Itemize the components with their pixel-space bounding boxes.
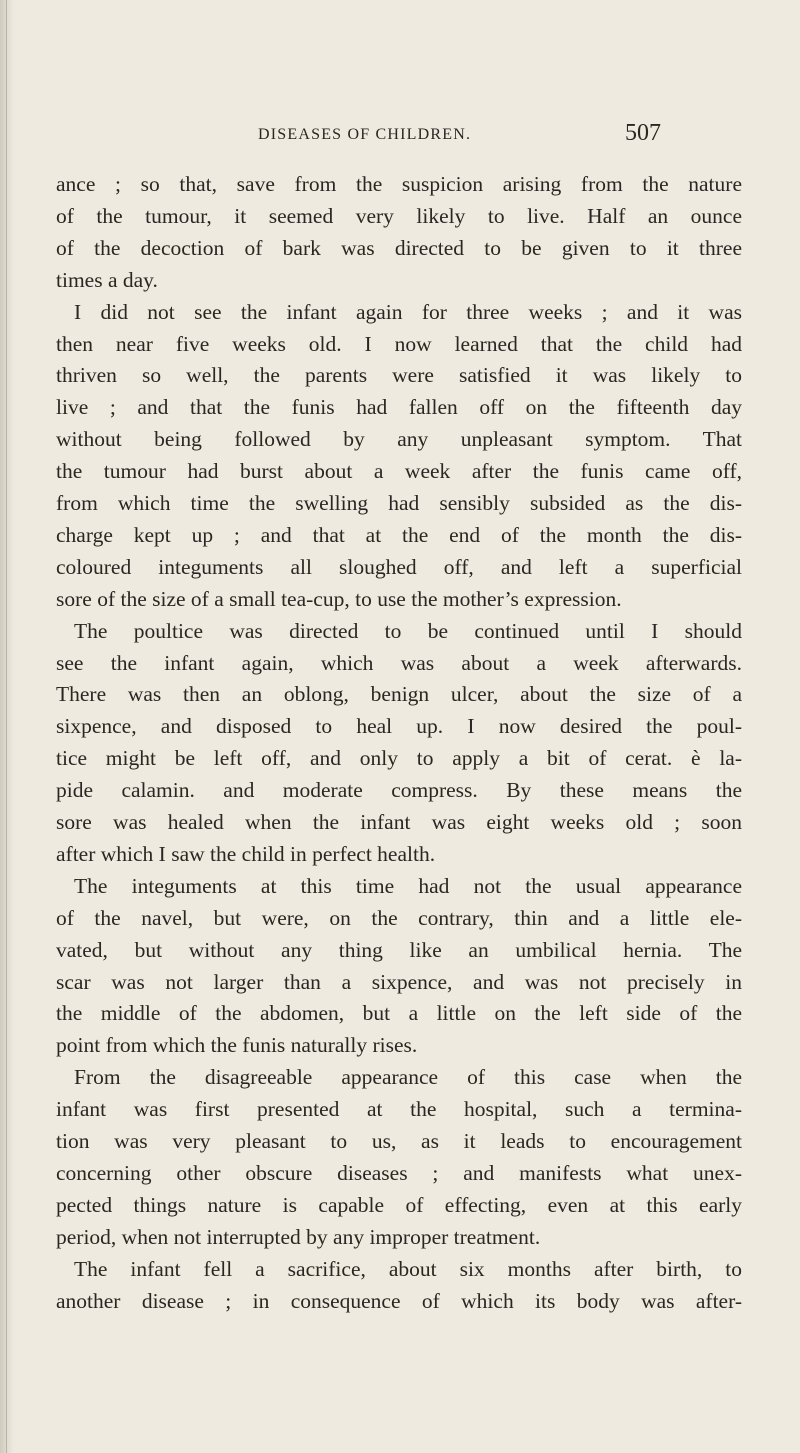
page-gutter-shadow bbox=[0, 0, 14, 1453]
text-line: The integuments at this time had not the usual appearance bbox=[74, 873, 742, 898]
text-line: The infant fell a sacrifice, about six months after birth, to bbox=[74, 1256, 742, 1281]
text-line: vated, but without any thing like an umbilical hernia. The bbox=[56, 937, 742, 962]
text-line: pide calamin. and moderate compress. By these means the bbox=[56, 778, 742, 803]
text-line: coloured integuments all sloughed off, and left a superficial bbox=[56, 554, 742, 579]
text-line: concerning other obscure diseases ; and manifests what unex- bbox=[56, 1160, 742, 1185]
text-line: of the tumour, it seemed very likely to live. Half an ounce bbox=[56, 203, 742, 228]
text-line: sore was healed when the infant was eight weeks old ; soon bbox=[56, 810, 742, 834]
running-head-title: DISEASES OF CHILDREN. bbox=[258, 126, 472, 143]
text-line: after which I saw the child in perfect health. bbox=[56, 841, 436, 866]
text-line: another disease ; in consequence of which its body was after- bbox=[56, 1288, 742, 1313]
text-line: pected things nature is capable of effecting, even at this early bbox=[56, 1192, 742, 1217]
text-line: the tumour had burst about a week after the funis came off, bbox=[56, 459, 742, 484]
text-line: times a day. bbox=[56, 267, 158, 292]
text-line: thriven so well, the parents were satisfied it was likely to bbox=[56, 363, 742, 388]
running-head bbox=[0, 120, 800, 160]
text-line: without being followed by any unpleasant symptom. That bbox=[56, 427, 742, 452]
text-line: tice might be left off, and only to apply a bit of cerat. è la- bbox=[56, 746, 742, 771]
text-line: I did not see the infant again for three weeks ; and it was bbox=[74, 299, 742, 324]
text-line: point from which the funis naturally rises. bbox=[56, 1033, 418, 1058]
text-line: ance ; so that, save from the suspicion arising from the nature bbox=[56, 172, 742, 196]
text-line: then near five weeks old. I now learned that the child had bbox=[56, 331, 742, 356]
text-line: tion was very pleasant to us, as it leads to encouragement bbox=[56, 1129, 742, 1153]
text-line: from which time the swelling had sensibly subsided as the dis- bbox=[56, 491, 742, 515]
text-line: period, when not interrupted by any improper treatment. bbox=[56, 1224, 541, 1249]
text-line: live ; and that the funis had fallen off on the fifteenth day bbox=[56, 395, 742, 420]
text-line: scar was not larger than a sixpence, and was not precisely in bbox=[56, 969, 742, 994]
text-line: charge kept up ; and that at the end of the month the dis- bbox=[56, 522, 742, 547]
text-line: the middle of the abdomen, but a little on the left side of the bbox=[56, 1001, 742, 1026]
text-line: of the navel, but were, on the contrary, thin and a little ele- bbox=[56, 905, 742, 930]
text-line: The poultice was directed to be continued until I should bbox=[74, 618, 742, 643]
text-line: infant was first presented at the hospital, such a termina- bbox=[56, 1097, 742, 1122]
text-line: sore of the size of a small tea-cup, to use the mother’s expression. bbox=[56, 586, 622, 611]
text-line: see the infant again, which was about a week afterwards. bbox=[56, 650, 742, 675]
text-line: sixpence, and disposed to heal up. I now desired the poul- bbox=[56, 714, 742, 739]
text-line: of the decoction of bark was directed to be given to it three bbox=[56, 235, 742, 260]
page-number: 507 bbox=[625, 120, 661, 146]
text-line: From the disagreeable appearance of this case when the bbox=[74, 1065, 742, 1090]
binding-edge bbox=[6, 0, 7, 1453]
text-line: There was then an oblong, benign ulcer, about the size of a bbox=[56, 682, 742, 707]
